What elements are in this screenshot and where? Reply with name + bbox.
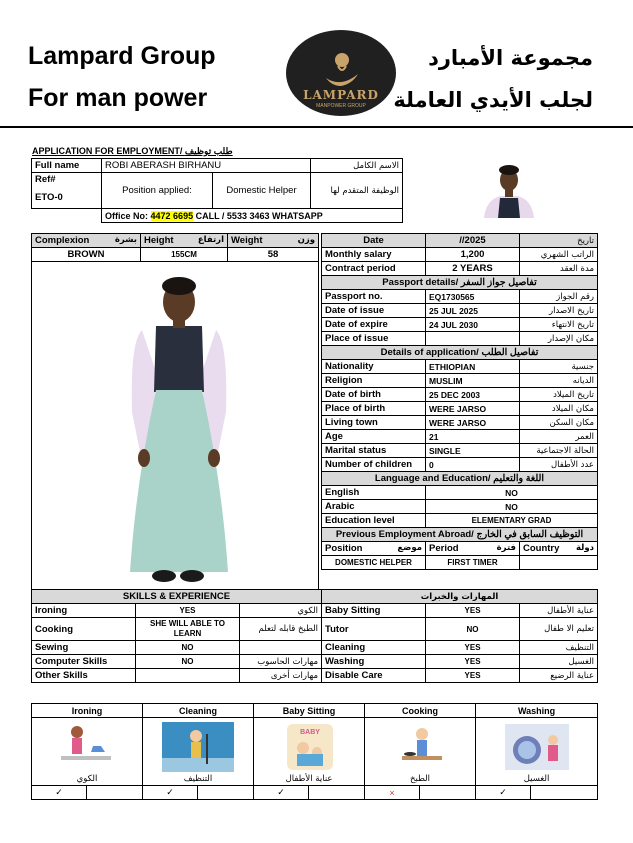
header-divider bbox=[0, 126, 633, 128]
check-mark: ✓ bbox=[143, 786, 198, 800]
date-label: Date bbox=[322, 234, 426, 248]
salary-ar: الراتب الشهري bbox=[520, 248, 598, 262]
skill-ar: عناية الأطفال bbox=[520, 604, 598, 618]
ironing-cell bbox=[32, 718, 143, 786]
company-name-en-line2: For man power bbox=[28, 84, 208, 112]
complexion-value: BROWN bbox=[32, 248, 141, 262]
position-label: Position applied: bbox=[102, 173, 213, 209]
full-name-value: ROBI ABERASH BIRHANU bbox=[102, 159, 311, 173]
prev-period-value: FIRST TIMER bbox=[426, 556, 520, 570]
icon-ar: الغسيل bbox=[523, 773, 550, 784]
details-row-label: Date of birth bbox=[322, 388, 426, 402]
icon-title: Ironing bbox=[32, 704, 143, 718]
skill-ar: مهارات الحاسوب bbox=[240, 655, 322, 669]
details-row-value: WERE JARSO bbox=[426, 416, 520, 430]
skill-label: Cleaning bbox=[322, 641, 426, 655]
applicant-info-table bbox=[31, 158, 403, 223]
skill-label: Other Skills bbox=[32, 669, 136, 683]
salary-value: 1,200 bbox=[426, 248, 520, 262]
passport-row-label: Passport no. bbox=[322, 290, 426, 304]
icon-ar: عناية الأطفال bbox=[285, 773, 333, 784]
skill-ar: الطبخ قابله لتعلم bbox=[240, 618, 322, 641]
details-row-label: Number of children bbox=[322, 458, 426, 472]
logo-text: LAMPARD bbox=[303, 88, 379, 102]
cooking-icon bbox=[384, 722, 456, 772]
skill-label: Disable Care bbox=[322, 669, 426, 683]
passport-row-value: 25 JUL 2025 bbox=[426, 304, 520, 318]
complexion-label: Complexion bbox=[35, 235, 90, 246]
previous-section-title: Previous Employment Abroad/ التوظيف السابق في الخارج bbox=[322, 528, 598, 542]
details-row-ar: مكان السكن bbox=[520, 416, 598, 430]
details-row-label: Age bbox=[322, 430, 426, 444]
skill-ar: عناية الرضيع bbox=[520, 669, 598, 683]
skill-value: YES bbox=[426, 604, 520, 618]
skill-value: NO bbox=[136, 641, 240, 655]
ironing-icon bbox=[51, 722, 123, 772]
details-row-value: 21 bbox=[426, 430, 520, 444]
skill-value bbox=[136, 669, 240, 683]
details-row-value: WERE JARSO bbox=[426, 402, 520, 416]
skill-ar: التنظيف bbox=[520, 641, 598, 655]
skills-section-en: SKILLS & EXPERIENCE bbox=[32, 590, 322, 604]
weight-value: 58 bbox=[228, 248, 319, 262]
office-label: Office No: bbox=[105, 210, 149, 221]
office-rest: CALL / 5533 3463 WHATSAPP bbox=[195, 210, 323, 221]
language-row-value: NO bbox=[426, 500, 598, 514]
skill-ar: مهارات أخرى bbox=[240, 669, 322, 683]
washing-cell bbox=[476, 718, 598, 786]
prev-period-header bbox=[426, 542, 520, 556]
language-row-label: English bbox=[322, 486, 426, 500]
details-row-ar: العمر bbox=[520, 430, 598, 444]
details-row-label: Place of birth bbox=[322, 402, 426, 416]
salary-label: Monthly salary bbox=[322, 248, 426, 262]
passport-row-ar: تاريخ الاصدار bbox=[520, 304, 598, 318]
skill-ar: الكوي bbox=[240, 604, 322, 618]
applicant-portrait-small bbox=[478, 158, 540, 218]
details-table bbox=[321, 233, 598, 570]
skill-label: Cooking bbox=[32, 618, 136, 641]
details-row-value: 0 bbox=[426, 458, 520, 472]
skill-label: Computer Skills bbox=[32, 655, 136, 669]
prev-country-value bbox=[520, 556, 598, 570]
height-ar: ارتفاع bbox=[197, 235, 224, 245]
ref-label: Ref# bbox=[32, 173, 102, 187]
prev-country-label: Country bbox=[523, 543, 560, 554]
weight-ar: وزن bbox=[297, 235, 315, 245]
skills-icons-table bbox=[31, 703, 598, 800]
office-phone: 4472 6695 bbox=[150, 210, 194, 221]
weight-header bbox=[228, 234, 319, 248]
application-title: APPLICATION FOR EMPLOYMENT/ طلب توظيف bbox=[32, 146, 233, 156]
skill-value: SHE WILL ABLE TO LEARN bbox=[136, 618, 240, 641]
prev-position-header bbox=[322, 542, 426, 556]
check-mark: ✓ bbox=[254, 786, 309, 800]
passport-row-value bbox=[426, 332, 520, 346]
company-name-ar-line2: لجلب الأيدي العاملة bbox=[393, 88, 593, 112]
passport-row-label: Date of issue bbox=[322, 304, 426, 318]
cleaning-cell bbox=[143, 718, 254, 786]
details-row-value: ETHIOPIAN bbox=[426, 360, 520, 374]
details-row-label: Living town bbox=[322, 416, 426, 430]
full-photo-cell bbox=[32, 262, 319, 592]
details-row-ar: مكان الميلاد bbox=[520, 402, 598, 416]
date-ar: تاريخ bbox=[520, 234, 598, 248]
icon-ar: الكوي bbox=[76, 773, 98, 784]
company-name-ar-line1: مجموعة الأمبارد bbox=[428, 46, 593, 70]
prev-position-ar: موضع bbox=[397, 543, 422, 553]
cleaning-icon bbox=[162, 722, 234, 772]
language-row-value: NO bbox=[426, 486, 598, 500]
passport-row-ar: تاريخ الانتهاء bbox=[520, 318, 598, 332]
skills-section-ar: المهارات والخبرات bbox=[322, 590, 598, 604]
office-contact bbox=[102, 209, 403, 223]
details-row-ar: الحالة الاجتماعية bbox=[520, 444, 598, 458]
logo-subtext: MANPOWER GROUP bbox=[316, 103, 366, 109]
details-row-ar: عدد الأطفال bbox=[520, 458, 598, 472]
portrait-small-icon bbox=[478, 158, 540, 218]
skill-label: Ironing bbox=[32, 604, 136, 618]
position-value: Domestic Helper bbox=[213, 173, 311, 209]
details-row-label: Nationality bbox=[322, 360, 426, 374]
details-row-label: Religion bbox=[322, 374, 426, 388]
language-section-title: Language and Education/ اللغة والتعليم bbox=[322, 472, 598, 486]
details-row-ar: الديانه bbox=[520, 374, 598, 388]
skill-label: Tutor bbox=[322, 618, 426, 641]
full-name-label: Full name bbox=[32, 159, 102, 173]
prev-period-label: Period bbox=[429, 543, 459, 554]
language-row-label: Education level bbox=[322, 514, 426, 528]
check-mark: ✓ bbox=[476, 786, 531, 800]
icon-title: Baby Sitting bbox=[254, 704, 365, 718]
period-label: Contract period bbox=[322, 262, 426, 276]
passport-section-title: Passport details/ تفاصيل جواز السفر bbox=[322, 276, 598, 290]
skill-value: NO bbox=[136, 655, 240, 669]
company-logo bbox=[286, 30, 396, 116]
prev-position-value: DOMESTIC HELPER bbox=[322, 556, 426, 570]
check-mark: ✓ bbox=[32, 786, 87, 800]
cooking-cell bbox=[365, 718, 476, 786]
full-name-ar: الاسم الكامل bbox=[311, 159, 403, 173]
washing-icon bbox=[501, 722, 573, 772]
passport-row-ar: رقم الجواز bbox=[520, 290, 598, 304]
details-row-value: SINGLE bbox=[426, 444, 520, 458]
ref-value: ETO-0 bbox=[32, 187, 102, 209]
skill-label: Sewing bbox=[32, 641, 136, 655]
svg-text:BABY: BABY bbox=[300, 728, 320, 736]
icon-ar: الطبخ bbox=[410, 773, 431, 784]
babysitting-cell bbox=[254, 718, 365, 786]
height-header bbox=[141, 234, 228, 248]
skill-ar: الغسيل bbox=[520, 655, 598, 669]
skill-value: YES bbox=[426, 655, 520, 669]
icon-title: Cleaning bbox=[143, 704, 254, 718]
prev-period-ar: فترة bbox=[496, 543, 516, 553]
skill-value: YES bbox=[426, 669, 520, 683]
passport-row-ar: مكان الإصدار bbox=[520, 332, 598, 346]
prev-country-ar: دولة bbox=[576, 543, 594, 553]
icon-title: Cooking bbox=[365, 704, 476, 718]
skill-label: Washing bbox=[322, 655, 426, 669]
passport-row-label: Date of expire bbox=[322, 318, 426, 332]
period-value: 2 YEARS bbox=[426, 262, 520, 276]
skill-value: YES bbox=[426, 641, 520, 655]
skills-table bbox=[31, 589, 598, 683]
date-value: //2025 bbox=[426, 234, 520, 248]
skill-value: NO bbox=[426, 618, 520, 641]
weight-label: Weight bbox=[231, 235, 263, 246]
details-row-ar: تاريخ الميلاد bbox=[520, 388, 598, 402]
details-row-label: Marital status bbox=[322, 444, 426, 458]
passport-row-label: Place of issue bbox=[322, 332, 426, 346]
language-row-label: Arabic bbox=[322, 500, 426, 514]
details-section-title: Details of application/ تفاصيل الطلب bbox=[322, 346, 598, 360]
prev-country-header bbox=[520, 542, 598, 556]
complexion-ar: بشرة bbox=[114, 235, 137, 245]
period-ar: مدة العقد bbox=[520, 262, 598, 276]
passport-row-value: EQ1730565 bbox=[426, 290, 520, 304]
skill-ar: تعليم الا طفال bbox=[520, 618, 598, 641]
details-row-value: 25 DEC 2003 bbox=[426, 388, 520, 402]
height-label: Height bbox=[144, 235, 174, 246]
cross-mark: × bbox=[365, 786, 420, 800]
complexion-header bbox=[32, 234, 141, 248]
position-ar: الوظيفة المتقدم لها bbox=[311, 173, 403, 209]
height-value: 155CM bbox=[141, 248, 228, 262]
language-row-value: ELEMENTARY GRAD bbox=[426, 514, 598, 528]
baby-sitting-icon bbox=[273, 722, 345, 772]
applicant-full-photo-icon bbox=[32, 262, 317, 588]
icon-title: Washing bbox=[476, 704, 598, 718]
physical-table bbox=[31, 233, 319, 592]
prev-position-label: Position bbox=[325, 543, 363, 554]
skill-label: Baby Sitting bbox=[322, 604, 426, 618]
skill-value: YES bbox=[136, 604, 240, 618]
details-row-ar: جنسية bbox=[520, 360, 598, 374]
icon-ar: التنظيف bbox=[183, 773, 213, 784]
skill-ar bbox=[240, 641, 322, 655]
details-row-value: MUSLIM bbox=[426, 374, 520, 388]
passport-row-value: 24 JUL 2030 bbox=[426, 318, 520, 332]
company-name-en-line1: Lampard Group bbox=[28, 42, 216, 70]
